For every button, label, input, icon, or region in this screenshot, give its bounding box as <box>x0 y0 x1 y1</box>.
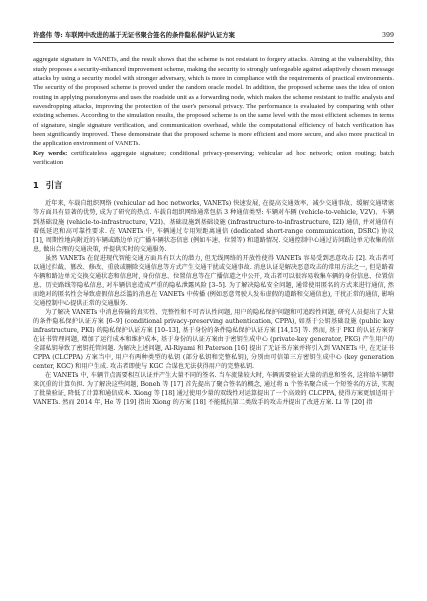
english-abstract <box>33 55 394 167</box>
running-header <box>33 0 394 43</box>
section-number: 1 <box>33 180 39 191</box>
running-header-title: 许盛伟 等: 车联网中改进的基于无证书聚合签名的条件隐私保护认证方案 <box>33 32 235 39</box>
section-heading <box>33 180 394 190</box>
page-number: 399 <box>381 32 394 39</box>
keywords-text: certificateless aggregate signature; conditional privacy-preserving; vehicular ad hoc network; onion routing; batch verification <box>33 149 395 167</box>
section-title: 引言 <box>45 180 63 191</box>
body-paragraph: 近年来, 车载自组织网络 (vehicular ad hoc networks, VANETs) 快速发展, 在提高交通效率、减少交通事故、缓解交通堵塞等方面具有显著的优势, 成为了研究的热点. 车载自组织网络通常包括 3 种通信类型: 车辆对车辆 (vehicle-to-vehicle, V2V)、车辆到基础设施 (vehicle-to-infrastructure, V2I)、基础设施到基础设施 (infrastructure-to-infrastructure, I2I) 通信, 并对通信有着低延迟和高可靠性要求. 在 VANETs 中, 车辆通过专用短距离通信 (dedicated short-range communication, DSRC) 协议 [1], 周期性地向附近的车辆或路边单元广播车辆状态信息 (例如车速、位置等) 和道路情况. 交通控制中心通过访问路边单元收集的信息, 做出合理的交通决策, 并提供实时的交通服务. <box>33 200 394 253</box>
section-body <box>33 199 394 407</box>
body-paragraph: 在 VANETs 中, 车辆节点需要相互认证并产生大量不同的签名. 当车流量较大时, 车辆需要验证大量的消息和签名, 这将给车辆带来沉重的计算负担. 为了解决这些问题, Boneh 等 [17] 首先提出了聚合签名的概念, 通过将 n 个签名聚合成一个短签名的方法, 实现了批量验证, 降低了计算和通信成本. Xiong 等 [18] 通过使用少量的双线性对运算提出了一个高效的 CLCPPA, 使得方案更加适用于 VANETs. 然而 2014 年, He 等 [19] 指出 Xiong 的方案 [18] 不能抵抗第二类敌手的攻击并提出了改进方案. Li 等 [20] 指 <box>33 372 394 407</box>
body-paragraph: 虽然 VANETs 在促进现代智能交通方面具有巨大的潜力, 但无线网络的开放性使得 VANETs 容易受到恶意攻击 [2]. 攻击者可以通过拦截、篡改、修改、重放或删除交通信息等方式产生交通干扰或交通事故. 消息认证是解决恶意攻击的常用方法之一, 但是路着车辆和路边单元交换交通状态和信息时, 身份信息、位置信息等在广播信道之中公开, 攻击者可以很容易收集车辆的身份信息、位置信息、历史路线等隐私信息, 对车辆信息造成严重的隐私泄露风险 [3–5]. 为了解决隐私安全问题, 通常使用匿名的方式来进行通信, 然而绝对的匿名性会导致虚假信息泛滥的消息在 VANETs 中传播 (例如恶意驾驶人发布虚假的道路和交通信息), 干扰正常的通信, 影响交通控制中心提供正常的交通服务. <box>33 254 394 307</box>
keywords-line <box>33 149 394 168</box>
keywords-label: Key words: <box>33 149 68 157</box>
abstract-text: aggregate signature in VANETs, and the result shows that the scheme is not resistant to forgery attacks. Aiming at the vulnerability, this study proposes a security-enhanced improvement scheme, making the security to strongly unforgeable against adaptively chosen message attacks by using a security model with stronger adversary, which is more in compliance with the requirements of practical environments. The security of the proposed scheme is proved under the random oracle model. In addition, the proposed scheme uses the idea of onion routing in applying pseudonyms and uses the roadside unit as a forwarding node, which makes the scheme resistant to traffic analysis and eavesdropping attacks, improving the protection of the user's personal privacy. The performance is evaluated by comparing with other existing schemes. According to the simulation results, the proposed scheme is on the same level with the most efficient schemes in terms of signature, single signature verification, and communication overhead, while the computational efficiency of batch verification has been significantly improved. These demonstrate that the proposed scheme is more efficient and more secure, and also more practical in the application environment of VANETs. <box>33 56 394 148</box>
body-paragraph: 为了解决 VANETs 中消息传输的真实性、完整性和不可否认性问题, 用户的隐私保护问题和可追踪性问题, 研究人员提出了大量的条件隐私保护认证方案 [6–9] (conditional privacy-preserving authentication, CPPA), 如基于公钥基础设施 (public key infrastructure, PKI) 的隐私保护认证方案 [10–13], 基于身份的条件隐私保护认证方案 [14,15] 等. 然而, 基于 PKI 的认证方案存在证书管理问题, 增加了运行成本和维护成本, 基于身份的认证方案由于密钥生成中心 (private-key generator, PKG) 产生用户的全部私钥导致了密钥托管问题. 为解决上述问题, Al-Riyami 和 Paterson [16] 提出了无证书方案并将引入到 VANETs 中, 在无证书 CPPA (CLCPPA) 方案当中, 用户有两种类型的私钥 (部分私钥和完整私钥), 分别由可信第三方密钥生成中心 (key generation center, KGC) 和用户生成. 攻击者即使与 KGC 合谋也无法获得用户的完整私钥. <box>33 308 394 371</box>
